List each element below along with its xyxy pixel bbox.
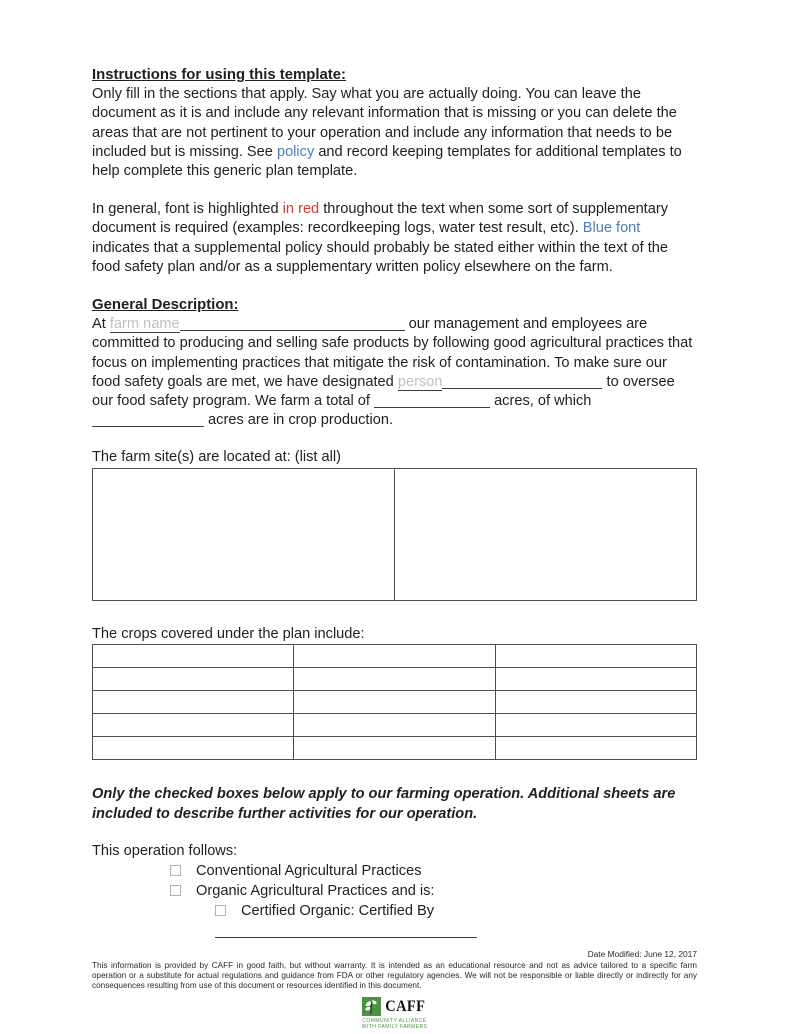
farm-site-cell-left[interactable]: [93, 468, 395, 600]
crop-cell[interactable]: [93, 667, 294, 690]
table-row: [93, 690, 697, 713]
person-blank-field[interactable]: [442, 374, 602, 389]
caff-logo-tagline-line1: COMMUNITY ALLIANCE: [362, 1017, 427, 1024]
operation-follows-intro: This operation follows:: [92, 842, 238, 859]
red-highlight-text: in red: [282, 201, 320, 218]
caff-logo: [92, 997, 697, 1034]
operation-follows-section: [92, 841, 697, 941]
instructions-heading: Instructions for using this template:: [92, 67, 346, 83]
instructions-paragraph-2: [92, 200, 697, 277]
crop-cell[interactable]: [294, 644, 495, 667]
crop-cell[interactable]: [93, 644, 294, 667]
crops-table: [92, 644, 697, 760]
crop-cell[interactable]: [93, 713, 294, 736]
crop-cell[interactable]: [495, 713, 696, 736]
general-description-section: [92, 296, 697, 430]
farm-sites-section: [92, 448, 697, 600]
caff-logo-inner: [362, 997, 428, 1030]
crops-label: The crops covered under the plan include:: [92, 625, 365, 642]
checked-boxes-note: Only the checked boxes below apply to our farming operation. Additional sheets are included to describe further activities for our operation.: [92, 785, 676, 823]
paragraph-text: and record keeping templates for additional templates to help complete this generic plan template.: [92, 143, 682, 180]
crop-cell[interactable]: [495, 644, 696, 667]
crop-cell[interactable]: [93, 736, 294, 759]
blue-font-text: Blue font: [582, 220, 641, 237]
paragraph-text: At: [92, 316, 110, 333]
instructions-paragraph-1: [92, 85, 697, 181]
disclaimer-text: This information is provided by CAFF in good faith, but without warranty. It is intended as an educational resource and not as advice tailored to a specific farm operation or a substitute for actual regulations and guidance from FDA or other regulatory agencies. We will not be responsible or liable directly or indirectly for any consequences resulting from use of this document or resources identified in this document.: [92, 960, 697, 990]
checkbox-label: Certified Organic: Certified By: [241, 902, 435, 919]
caff-leaf-icon: [362, 997, 381, 1016]
paragraph-text: acres, of which: [490, 393, 592, 410]
paragraph-text: to oversee our food safety program. We farm a total of: [92, 373, 675, 410]
table-row: [93, 713, 697, 736]
general-description-paragraph: [92, 315, 697, 430]
checkbox-row-organic: [92, 881, 697, 901]
total-acres-blank-field[interactable]: [374, 393, 490, 408]
checkbox-label: Conventional Agricultural Practices: [196, 862, 422, 879]
crop-acres-blank-field[interactable]: [92, 413, 204, 428]
paragraph-text: our management and employees are committed to producing and selling safe products by following good agricultural practices that focus on implementing practices that mitigate the risk of contamination. To make sure our food safety goals are met, we have designated: [92, 316, 693, 390]
crop-cell[interactable]: [294, 690, 495, 713]
farm-name-placeholder[interactable]: farm name: [109, 316, 180, 333]
crops-section: [92, 625, 697, 760]
crop-cell[interactable]: [495, 690, 696, 713]
date-modified: Date Modified: June 12, 2017: [587, 948, 697, 959]
checkbox-certified-organic[interactable]: [215, 905, 226, 916]
farm-sites-table: [92, 468, 697, 601]
checkbox-label: Organic Agricultural Practices and is:: [196, 882, 435, 899]
checkbox-conventional[interactable]: [170, 865, 181, 876]
general-description-heading: General Description:: [92, 297, 239, 314]
paragraph-text: acres are in crop production.: [204, 412, 394, 429]
paragraph-text: indicates that a supplemental policy should probably be stated either within the text of the food safety plan and/or as a supplementary written policy elsewhere on the farm.: [92, 239, 668, 275]
paragraph-text: throughout the text when some sort of supplementary document is required (examples: recordkeeping logs, water test result, etc).: [92, 201, 669, 237]
policy-link[interactable]: policy: [276, 143, 315, 160]
table-row: [93, 468, 697, 600]
checkbox-row-certified-organic: [92, 901, 697, 941]
table-row: [93, 667, 697, 690]
crop-cell[interactable]: [294, 736, 495, 759]
checkbox-row-conventional: [92, 861, 697, 881]
farm-site-cell-right[interactable]: [395, 468, 697, 600]
caff-logo-acronym: CAFF: [384, 997, 426, 1015]
farm-sites-label: The farm site(s) are located at: (list all): [92, 449, 341, 466]
paragraph-text: Only fill in the sections that apply. Say what you are actually doing. You can leave the document as it is and include any relevant information that is missing or you can delete the areas that are not pertinent to your operation and include any information that needs to be included but is missing. See: [92, 86, 677, 160]
table-row: [93, 644, 697, 667]
crop-cell[interactable]: [495, 667, 696, 690]
page-footer: [92, 949, 697, 1034]
instructions-section: [92, 66, 697, 277]
checkbox-organic[interactable]: [170, 885, 181, 896]
table-row: [93, 736, 697, 759]
certified-by-blank-field[interactable]: [215, 923, 477, 938]
crop-cell[interactable]: [294, 667, 495, 690]
crop-cell[interactable]: [294, 713, 495, 736]
crop-cell[interactable]: [93, 690, 294, 713]
crop-cell[interactable]: [495, 736, 696, 759]
paragraph-text: In general, font is highlighted: [92, 201, 283, 218]
person-placeholder[interactable]: person: [397, 373, 443, 390]
caff-logo-row: [362, 997, 428, 1016]
caff-logo-tagline-line2: WITH FAMILY FARMERS: [361, 1023, 428, 1030]
farm-name-blank-field[interactable]: [180, 317, 405, 332]
